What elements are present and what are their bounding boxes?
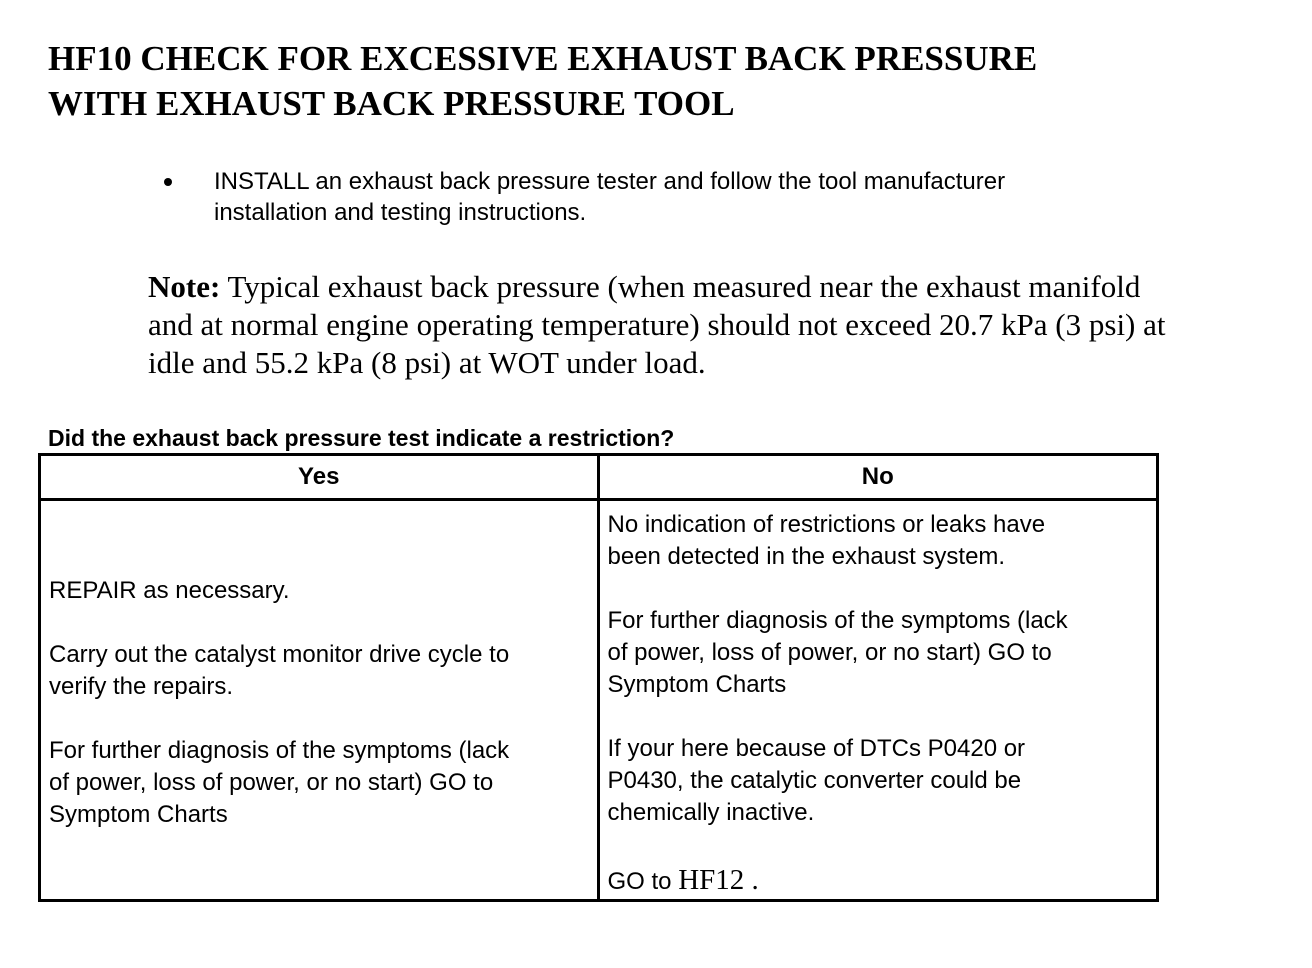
- no-cell: [598, 500, 1158, 901]
- yes-drive-cycle-line-1: Carry out the catalyst monitor drive cycle to: [49, 641, 510, 668]
- no-dtc-line-1: If your here because of DTCs P0420 or: [607, 735, 1026, 762]
- no-dtc-line-3: chemically inactive.: [607, 799, 815, 826]
- goto-suffix: .: [744, 864, 759, 896]
- no-diagnosis-line-1: For further diagnosis of the symptoms (lack: [607, 607, 1068, 634]
- no-indication-paragraph: [608, 509, 1149, 573]
- no-dtc-paragraph: [608, 733, 1149, 829]
- yes-cell: [40, 500, 599, 901]
- page-title: [48, 36, 1248, 126]
- decision-table: [38, 453, 1159, 902]
- title-line-2: WITH EXHAUST BACK PRESSURE TOOL: [48, 84, 735, 123]
- no-further-diagnosis-paragraph: [608, 605, 1149, 701]
- yes-diagnosis-line-1: For further diagnosis of the symptoms (lack: [49, 737, 510, 764]
- note-line-1-text: Typical exhaust back pressure (when measured near the exhaust manifold: [220, 269, 1141, 304]
- decision-header-row: [40, 455, 1158, 500]
- note-label: Note:: [148, 269, 221, 304]
- goto-hf12-link[interactable]: HF12: [678, 864, 745, 896]
- note-block: [148, 268, 1288, 382]
- instruction-text: [214, 166, 1154, 228]
- goto-prefix: GO to: [607, 868, 679, 895]
- note-line-3: idle and 55.2 kPa (8 psi) at WOT under load.: [148, 345, 706, 380]
- instruction-line-2: installation and testing instructions.: [214, 199, 587, 226]
- yes-drive-cycle-paragraph: [49, 639, 589, 703]
- no-symptom-charts-link[interactable]: Symptom Charts: [607, 671, 787, 698]
- yes-repair-paragraph: [49, 575, 589, 607]
- no-diagnosis-line-2: of power, loss of power, or no start) GO to: [607, 639, 1052, 666]
- no-indication-line-2: been detected in the exhaust system.: [607, 543, 1006, 570]
- yes-cell-content: [49, 575, 589, 831]
- decision-body-row: [40, 500, 1158, 901]
- decision-question: Did the exhaust back pressure test indicate a restriction?: [48, 425, 675, 451]
- instruction-line-1: INSTALL an exhaust back pressure tester and follow the tool manufacturer: [214, 168, 1006, 195]
- yes-repair-text: REPAIR as necessary.: [49, 577, 290, 604]
- no-dtc-line-2: P0430, the catalytic converter could be: [607, 767, 1022, 794]
- yes-diagnosis-line-2: of power, loss of power, or no start) GO to: [49, 769, 494, 796]
- title-line-1: HF10 CHECK FOR EXCESSIVE EXHAUST BACK PRESSURE: [48, 39, 1038, 78]
- no-column-header: No: [598, 455, 1158, 500]
- note-line-1: [148, 268, 1288, 306]
- yes-further-diagnosis-paragraph: [49, 735, 589, 831]
- note-line-2: and at normal engine operating temperature) should not exceed 20.7 kPa (3 psi) at: [148, 307, 1166, 342]
- no-goto-paragraph: [608, 861, 1149, 901]
- bullet-dot-icon: [164, 178, 172, 186]
- yes-symptom-charts-link[interactable]: Symptom Charts: [49, 801, 228, 828]
- no-indication-line-1: No indication of restrictions or leaks have: [607, 511, 1046, 538]
- yes-drive-cycle-line-2: verify the repairs.: [49, 673, 234, 700]
- no-cell-content: [608, 509, 1149, 901]
- yes-column-header: Yes: [40, 455, 599, 500]
